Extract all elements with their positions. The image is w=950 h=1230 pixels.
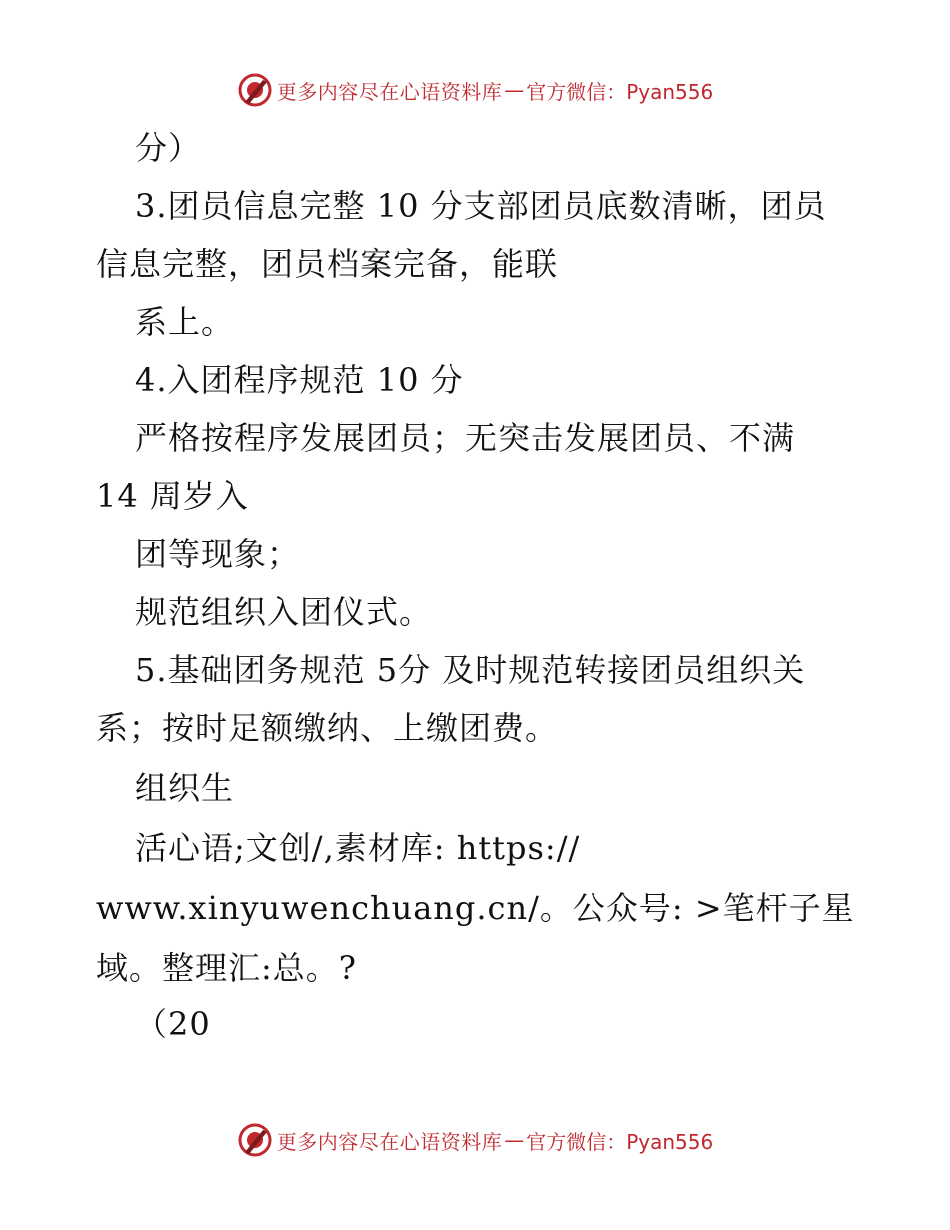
text-line: 14 周岁入	[96, 477, 249, 515]
header-banner	[0, 70, 950, 110]
text-line: （20	[135, 1005, 211, 1043]
pen-logo-icon	[237, 1122, 273, 1158]
banner-wechat: 官方微信：Pyan556	[526, 1129, 714, 1154]
text-line: 系上。	[135, 303, 235, 341]
banner-separator: —	[504, 78, 525, 102]
footer-banner	[0, 1120, 950, 1160]
text-line: 3.团员信息完整 10 分支部团员底数清晰，团员	[135, 187, 827, 225]
text-line: 5.基础团务规范 5分 及时规范转接团员组织关	[135, 651, 806, 689]
banner-title: 更多内容尽在心语资料库	[276, 1129, 503, 1154]
text-line: 严格按程序发展团员；无突击发展团员、不满	[135, 419, 796, 457]
text-line: 信息完整，团员档案完备，能联	[96, 245, 559, 283]
text-line: 系；按时足额缴纳、上缴团费。	[96, 709, 559, 747]
text-line: 规范组织入团仪式。	[135, 593, 433, 631]
text-line: 4.入团程序规范 10 分	[135, 361, 464, 399]
pen-logo-icon	[237, 72, 273, 108]
text-line: 分）	[135, 129, 202, 167]
text-line: 域。整理汇:总。?	[96, 949, 357, 987]
text-line: 团等现象；	[135, 535, 301, 573]
text-line: www.xinyuwenchuang.cn/。公众号: >笔杆子星	[96, 889, 855, 927]
banner-title: 更多内容尽在心语资料库	[276, 79, 503, 104]
text-line: 组织生	[135, 769, 235, 807]
text-line: 活心语;文创/,素材库: https://	[135, 829, 581, 867]
banner-wechat: 官方微信：Pyan556	[526, 79, 714, 104]
banner-separator: —	[504, 1128, 525, 1152]
